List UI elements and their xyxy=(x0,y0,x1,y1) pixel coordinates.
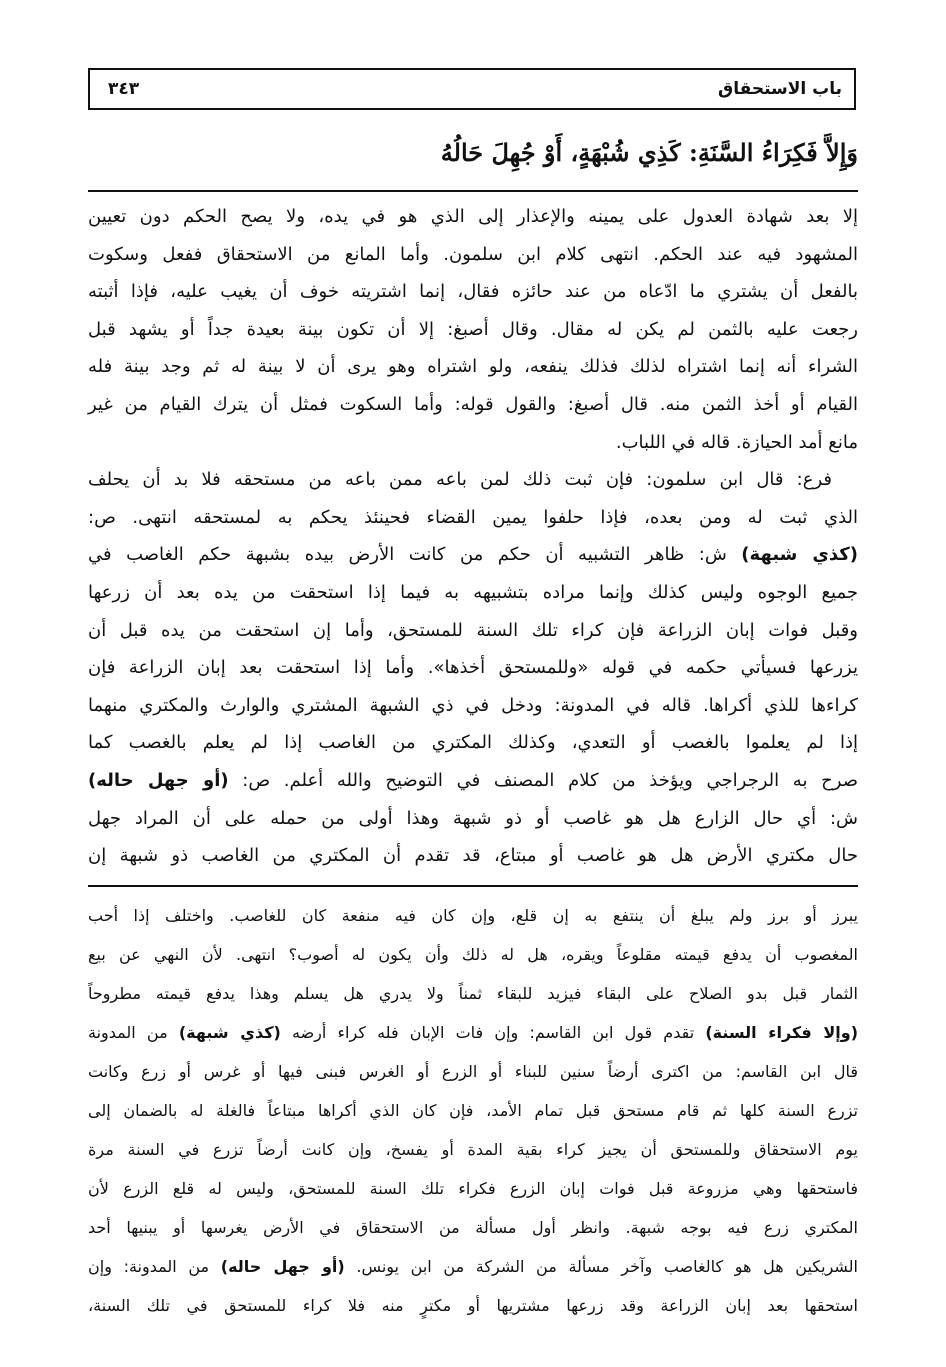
text-line: الشراء أنه إنما اشتراه لذلك فذلك ينفعه، ولو اشتراه وهو يرى أن لا بينة له ثم وجد بينة فله xyxy=(88,356,858,378)
text-line: فرع: قال ابن سلمون: فإن ثبت ذلك لمن باعه ممن باعه من مستحقه فلا بد أن يحلف xyxy=(88,469,832,491)
bold-quote: (وإلا فكراء السنة) xyxy=(705,1023,859,1042)
bold-quote: (أو جهل حاله) xyxy=(88,770,229,791)
bold-quote: (كذي شبهة) xyxy=(178,1023,281,1042)
footnote-line: فاستحقها وهي مزروعة قبل فوات إبان الزرع فكراء تلك السنة للمستحق، وليس له قلع الزرع لأن xyxy=(88,1179,858,1198)
text-line: جميع الوجوه وليس كذلك وإنما مراده بتشبيهه به فيما إذا استحقت من يده بعد أن زرعها xyxy=(88,582,858,603)
footnote-line: استحقها بعد إبان الزراعة وقد زرعها مشتريها أو مكترٍ منه فلا كراء للمستحق في تلك السنة، xyxy=(88,1296,858,1315)
bold-quote: (أو جهل حاله) xyxy=(220,1257,345,1276)
footnote-line: المغصوب أن يدفع قيمته مقلوعاً ويقره، هل له ذلك وأن يكون له أصوب؟ انتهى. لأن النهي عن بيع xyxy=(88,945,858,964)
chapter-title: باب الاستحقاق xyxy=(718,79,842,99)
verse-divider xyxy=(88,190,858,192)
footnote-divider xyxy=(88,885,858,887)
text-line: حال مكتري الأرض هل هو غاصب أو مبتاع، قد تقدم أن المكتري من الغاصب ذو شبهة إن xyxy=(88,845,858,867)
text-line: ش: أي حال الزارع هل هو غاصب أو ذو شبهة وهذا أولى من حمله على أن المراد جهل xyxy=(88,807,858,829)
footnote-line: تزرع السنة كلها ثم قام مستحق قبل تمام الأمد، فإن كان الذي أكراها مبتاعاً فالغلة له بالضمان إلى xyxy=(88,1101,858,1120)
bold-quote: (كذي شبهة) xyxy=(741,544,858,566)
running-header xyxy=(88,68,856,110)
footnote-line: يبرز أو برز ولم يبلغ أن ينتفع به إن قلع، وإن كان فيه منفعة كان للغاصب. واختلف إذا أحب xyxy=(88,906,858,925)
text-line: وقبل فوات إبان الزراعة فإن كراء تلك السنة للمستحق، وأما إن استحقت من يده قبل أن xyxy=(88,619,858,641)
footnote-line: يوم الاستحقاق وللمستحق أن يجيز كراء بقية المدة أو يفسخ، وإن كانت أرضاً تزرع في السنة مرة xyxy=(88,1140,858,1159)
text-line: إذا لم يعلموا بالغصب أو التعدي، وكذلك المكتري من الغاصب إذا لم يعلم بالغصب كما xyxy=(88,732,858,754)
footnote-line: الثمار قبل بدو الصلاح على البقاء فيزيد للبقاء ثمناً ولا يدري هل يسلم وهذا يدفع قيمته مطروحاً xyxy=(88,984,858,1003)
text-line: كراءها للذي أكراها. قاله في المدونة: ودخل في ذي الشبهة المشتري والوارث والمكتري منهما xyxy=(88,694,858,716)
text-line: صرح به الرجراجي ويؤخذ من كلام المصنف في التوضيح والله أعلم. ص: (أو جهل حاله) xyxy=(88,770,858,791)
text-line: الذي ثبت له ومن بعده، فإذا حلفوا يمين القضاء فحينئذ يحكم به لمستحقه انتهى. ص: xyxy=(88,506,858,528)
text-line: إلا بعد شهادة العدول على يمينه والإعذار إلى الذي هو في يده، ولا يصح الحكم دون تعيين xyxy=(88,206,858,227)
text-line: القيام أو أخذ الثمن منه. قال أصبغ: والقول قوله: وأما السكوت فمثل أن يترك القيام من غير xyxy=(88,394,858,415)
matn-verse: وَإِلاَّ فَكِرَاءُ السَّنَةِ: كَذِي شُبْهَةٍ، أَوْ جُهِلَ حَالُهُ xyxy=(440,138,858,167)
text-line: بالفعل أن يشتري ما ادّعاه من عند حائزه فقال، إنما اشتريته خوف أن يغيب عليه، فإذا أثبته xyxy=(88,281,858,303)
text-line: يزرعها فسيأتي حكمه في قوله «وللمستحق أخذها». وأما إذا استحقت بعد إبان الزراعة فإن xyxy=(88,657,858,679)
footnote-line: الشريكين هل هو كالغاصب وآخر مسألة من الشركة من ابن يونس. (أو جهل حاله) من المدونة: وإن xyxy=(88,1257,859,1276)
footnote-line: المكتري زرع فيه بوجه شبهة. وانظر أول مسألة من الاستحقاق في الأرض يغرسها أو يبنيها أحد xyxy=(88,1218,858,1237)
page-number: ٣٤٣ xyxy=(108,79,140,99)
text-line: رجعت عليه بالثمن لم يكن له مقال. وقال أصبغ: إلا أن تكون بينة بعيدة جداً أو يشهد قبل xyxy=(88,318,858,340)
text-line: المشهود فيه عند الحكم. انتهى كلام ابن سلمون. وأما المانع من الاستحقاق ففعل وسكوت xyxy=(88,243,858,265)
text-line: مانع أمد الحيازة. قاله في اللباب. xyxy=(615,431,858,453)
text-line: (كذي شبهة) ش: ظاهر التشبيه أن حكم من كانت الأرض بيده بشبهة حكم الغاصب في xyxy=(88,544,858,566)
footnote-line: (وإلا فكراء السنة) تقدم قول ابن القاسم: وإن فات الإبان فله كراء أرضه (كذي شبهة) من المدونة xyxy=(88,1023,859,1042)
footnote-line: قال ابن القاسم: من اكترى أرضاً سنين للبناء أو الزرع أو الغرس فبنى فيها أو غرس أو زرع وكانت xyxy=(88,1062,858,1081)
